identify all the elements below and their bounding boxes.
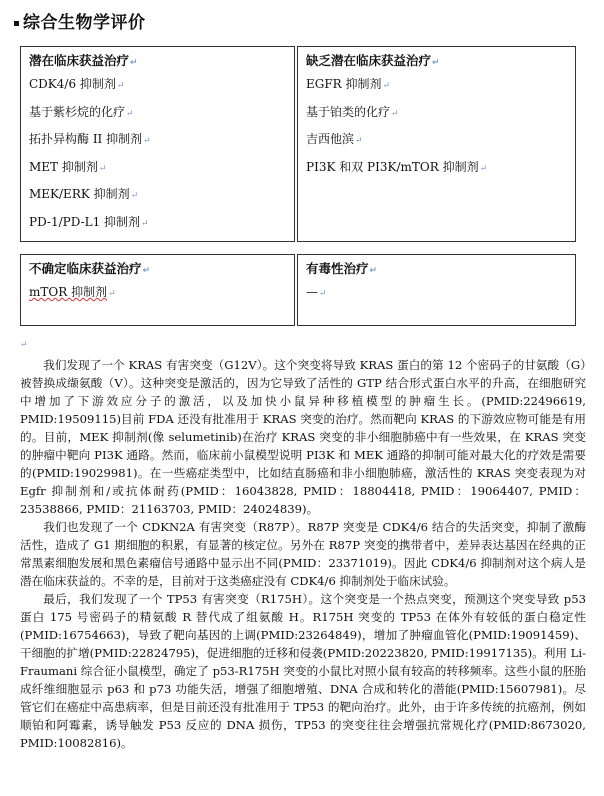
list-item: —↵ — [306, 285, 327, 299]
bullet-icon — [14, 21, 19, 26]
list-item: PD-1/PD-L1 抑制剂↵ — [29, 214, 149, 229]
list-item: 吉西他滨↵ — [306, 132, 363, 146]
potential-benefit-header: 潜在临床获益治疗↵ — [29, 53, 138, 68]
list-item: PI3K 和双 PI3K/mTOR 抑制剂↵ — [306, 159, 488, 174]
list-item: 拓扑异构酶 II 抑制剂↵ — [29, 132, 151, 146]
list-item: EGFR 抑制剂↵ — [306, 77, 391, 91]
page-title: 综合生物学评价 — [14, 8, 146, 33]
paragraph-cdkn2a: 我们也发现了一个 CDKN2A 有害突变（R87P）。R87P 突变是 CDK4/6 结合的失活突变，抑制了激酶活性，造成了 G1 期细胞的积累，有显著的核定位。另外在 R87P 突变的携带者中，差异表达基因在经典的正常黑素细胞发展和黑色素瘤信号通路中显示出不同(PMID：23371019)。因此 CDK4/6 抑制剂对这个病人是潜在临床获益的。不幸的是，目前对于这类癌症没有 CDK4/6 抑制剂处于临床试验。 — [20, 520, 586, 588]
list-item: MEK/ERK 抑制剂↵ — [29, 187, 139, 201]
lacking-benefit-box — [297, 46, 576, 242]
list-item: mTOR 抑制剂↵ — [29, 285, 116, 299]
toxic-treatment-box — [297, 254, 576, 326]
list-item: 基于紫杉烷的化疗↵ — [29, 104, 134, 119]
paragraph-kras: 我们发现了一个 KRAS 有害突变（G12V）。这个突变将导致 KRAS 蛋白的第 12 个密码子的甘氨酸（G）被替换成缬氨酸（V）。这种突变是激活的，因为它导致了活性的 GTP 结合形式蛋白水平的升高，在细胞研究中增加了下游效应分子的激活，以及加快小鼠异种移植模型的肿瘤生长。(PMID:22496619, PMID:19509115)目前 FDA 还没有批准用于 KRAS 突变的治疗。然而靶向 KRAS 的下游效应物可能是有用的。目前，MEK 抑制剂(像 selumetinib)在治疗 KRAS 突变的非小细胞肺癌中有一些效果，在 KRAS 突变的肿瘤中靶向 PI3K 通路。然而，临床前小鼠模型说明 PI3K 和 MEK 通路的抑制可能对最大化的疗效是需要的(PMID:19029981)。在一些癌症类型中，比如结直肠癌和非小细胞肺癌，激活性的 KRAS 突变表现为对 Egfr 抑制剂和/或抗体耐药(PMID：16043828, PMID：18804418, PMID：19064407, PMID：23538866, PMID：21163703, PMID：24024839)。 — [20, 358, 586, 516]
list-item: 基于铂类的化疗↵ — [306, 104, 399, 119]
list-item: CDK4/6 抑制剂↵ — [29, 77, 125, 91]
lacking-benefit-header: 缺乏潜在临床获益治疗↵ — [306, 53, 440, 68]
potential-benefit-box — [20, 46, 295, 242]
uncertain-benefit-header: 不确定临床获益治疗↵ — [29, 261, 151, 276]
paragraph-mark-icon: ↵ — [20, 340, 28, 350]
body-text — [20, 356, 586, 752]
toxic-treatment-header: 有毒性治疗↵ — [306, 261, 378, 276]
list-item: MET 抑制剂↵ — [29, 159, 107, 174]
paragraph-tp53: 最后，我们发现了一个 TP53 有害突变（R175H）。这个突变是一个热点突变，预测这个突变导致 p53 蛋白 175 号密码子的精氨酸 R 替代成了组氨酸 H。R175H 突变的 TP53 在体外有较低的蛋白稳定性(PMID:16754663)，导致了靶向基因的上调(PMID:23264849)，增加了肿瘤血管化(PMID:19091459)、干细胞的扩增(PMID:22824795)，促进细胞的迁移和侵袭(PMID:20223820, PMID:19917135)。利用 Li-Fraumani 综合征小鼠模型，确定了 p53-R175H 突变的小鼠比对照小鼠有较高的转移频率。这些小鼠的胚胎成纤维细胞显示 p63 和 p73 功能失活，增强了细胞增殖、DNA 合成和转化的潜能(PMID:15607981)。尽管它们在癌症中高患病率，但是目前还没有批准用于 TP53 的靶向治疗。此外，由于许多传统的抗癌剂，例如顺铂和阿霉素，诱导触发 P53 反应的 DNA 损伤，TP53 的突变往往会增强抗常规化疗(PMID:8673020, PMID:10082816)。 — [20, 592, 586, 750]
uncertain-benefit-box — [20, 254, 295, 326]
